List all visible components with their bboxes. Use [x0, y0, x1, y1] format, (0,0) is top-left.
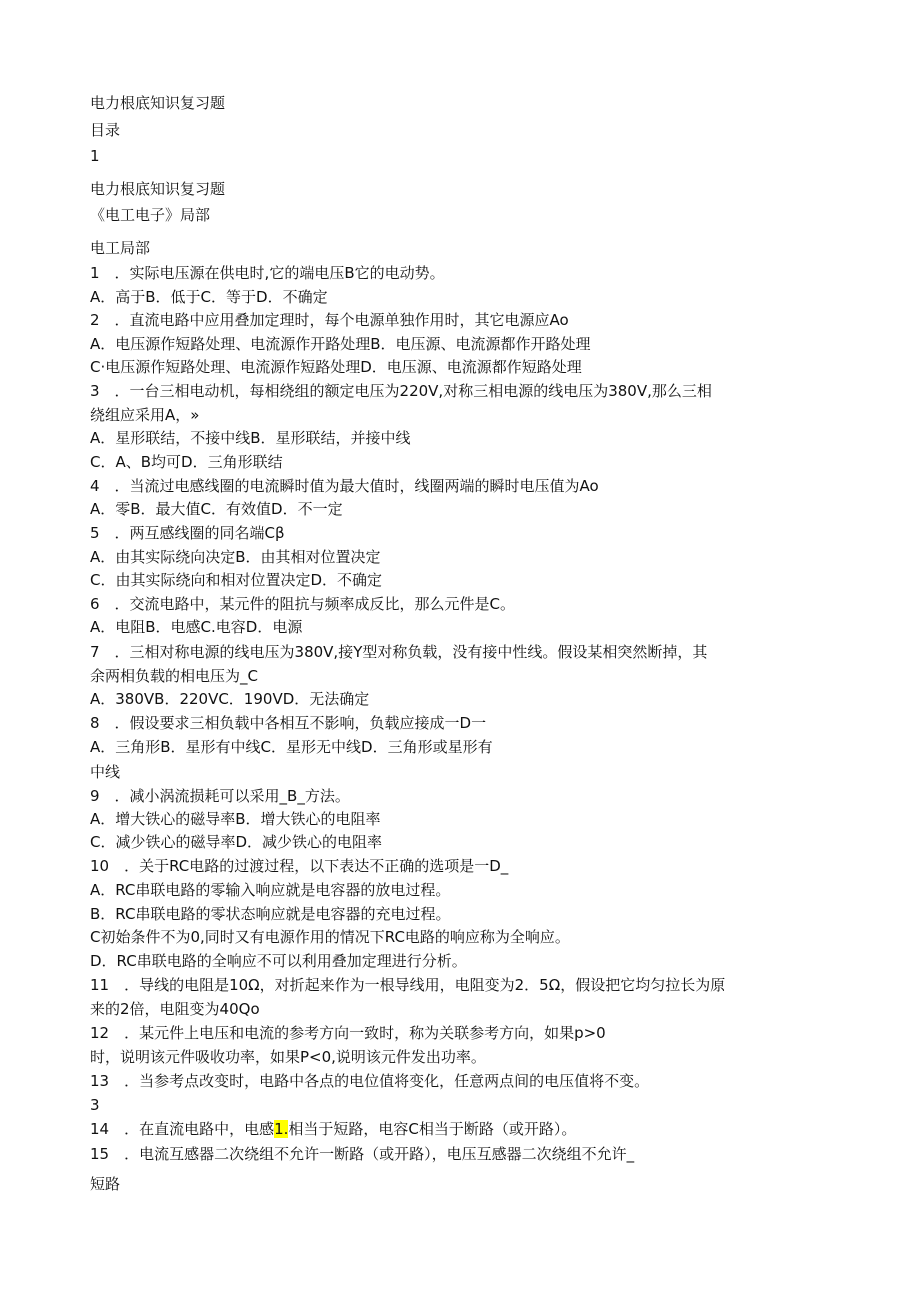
- question-10-option-a: A．RC串联电路的零输入响应就是电容器的放电过程。: [90, 881, 451, 899]
- question-6-options: A．电阻B．电感C.电容D．电源: [90, 618, 303, 636]
- question-15: 15 ．电流互感器二次绕组不允许一断路（或开路），电压互感器二次绕组不允许_: [90, 1145, 635, 1163]
- question-3-option-line-2: C．A、B均可D．三角形联结: [90, 453, 283, 471]
- question-2-option-line-1: A．电压源作短路处理、电流源作开路处理B．电压源、电流源都作开路处理: [90, 335, 591, 353]
- subsection-heading: 电工局部: [90, 239, 151, 257]
- question-12-line-1: 12 ．某元件上电压和电流的参考方向一致时，称为关联参考方向，如果p>0: [90, 1024, 606, 1042]
- question-4-options: A．零B．最大值C．有效值D．不一定: [90, 500, 343, 518]
- doc-title: 电力根底知识复习题: [90, 94, 226, 112]
- question-11-line-2: 来的2倍，电阻变为40Qo: [90, 1000, 260, 1018]
- question-3-line-1: 3 ．一台三相电动机，每相绕组的额定电压为220V,对称三相电源的线电压为380V,那么三相: [90, 382, 712, 400]
- question-5-option-line-2: C．由其实际绕向和相对位置决定D．不确定: [90, 571, 383, 589]
- question-8-options: A．三角形B．星形有中线C．星形无中线D．三角形或星形有: [90, 738, 493, 756]
- question-9-option-line-2: C．减少铁心的磁导率D．减少铁心的电阻率: [90, 833, 383, 851]
- question-1: 1 ．实际电压源在供电时,它的端电压B它的电动势。: [90, 264, 445, 282]
- section-heading: 《电工电子》局部: [90, 206, 211, 224]
- question-4: 4 ．当流过电感线圈的电流瞬时值为最大值时，线圈两端的瞬时电压值为Ao: [90, 477, 599, 495]
- toc-heading: 目录: [90, 121, 121, 139]
- question-2-option-line-2: C·电压源作短路处理、电流源作短路处理D．电压源、电流源都作短路处理: [90, 358, 582, 376]
- page-number: 3: [90, 1096, 100, 1114]
- question-5-option-line-1: A．由其实际绕向决定B．由其相对位置决定: [90, 548, 381, 566]
- question-8: 8 ．假设要求三相负载中各相互不影响，负载应接成一D一: [90, 714, 487, 732]
- question-14: [90, 1119, 576, 1139]
- question-11-line-1: 11 ．导线的电阻是10Ω，对折起来作为一根导线用，电阻变为2．5Ω，假设把它均匀拉长为原: [90, 976, 726, 994]
- question-13: 13 ．当参考点改变时，电路中各点的电位值将变化，任意两点间的电压值将不变。: [90, 1072, 650, 1090]
- question-10-option-c: C初始条件不为0,同时又有电源作用的情况下RC电路的响应称为全响应。: [90, 928, 570, 946]
- question-6: 6 ．交流电路中，某元件的阻抗与频率成反比，那么元件是C。: [90, 595, 516, 613]
- doc-title-2: 电力根底知识复习题: [90, 180, 226, 198]
- question-7-options: A．380VB．220VC．190VD．无法确定: [90, 690, 370, 708]
- question-7-line-1: 7 ．三相对称电源的线电压为380V,接Y型对称负载，没有接中性线。假设某相突然断掉，其: [90, 643, 708, 661]
- toc-page-number: 1: [90, 147, 100, 165]
- question-10: 10 ．关于RC电路的过渡过程，以下表达不正确的选项是一D_: [90, 857, 509, 875]
- question-9-option-line-1: A．增大铁心的磁导率B．增大铁心的电阻率: [90, 810, 381, 828]
- question-15-continuation: 短路: [90, 1175, 121, 1193]
- question-3-line-2: 绕组应采用A，»: [90, 406, 200, 424]
- highlighted-answer: 1.: [274, 1120, 289, 1138]
- question-5: 5 ．两互感线圈的同名端Cβ: [90, 524, 285, 542]
- question-2: 2 ．直流电路中应用叠加定理时，每个电源单独作用时，其它电源应Ao: [90, 311, 569, 329]
- question-9: 9 ．减小涡流损耗可以采用_B_方法。: [90, 787, 350, 805]
- question-1-options: A．高于B．低于C．等于D．不确定: [90, 288, 328, 306]
- question-14-suffix: 相当于短路，电容C相当于断路（或开路）。: [288, 1120, 577, 1138]
- question-10-option-b: B．RC串联电路的零状态响应就是电容器的充电过程。: [90, 905, 451, 923]
- question-8-continuation: 中线: [90, 763, 121, 781]
- question-14-prefix: 14 ．在直流电路中，电感: [90, 1120, 275, 1138]
- question-7-line-2: 余两相负载的相电压为_C: [90, 667, 258, 685]
- question-3-option-line-1: A．星形联结，不接中线B．星形联结，并接中线: [90, 429, 411, 447]
- question-12-line-2: 时，说明该元件吸收功率，如果P<0,说明该元件发出功率。: [90, 1048, 486, 1066]
- question-10-option-d: D．RC串联电路的全响应不可以利用叠加定理进行分析。: [90, 952, 467, 970]
